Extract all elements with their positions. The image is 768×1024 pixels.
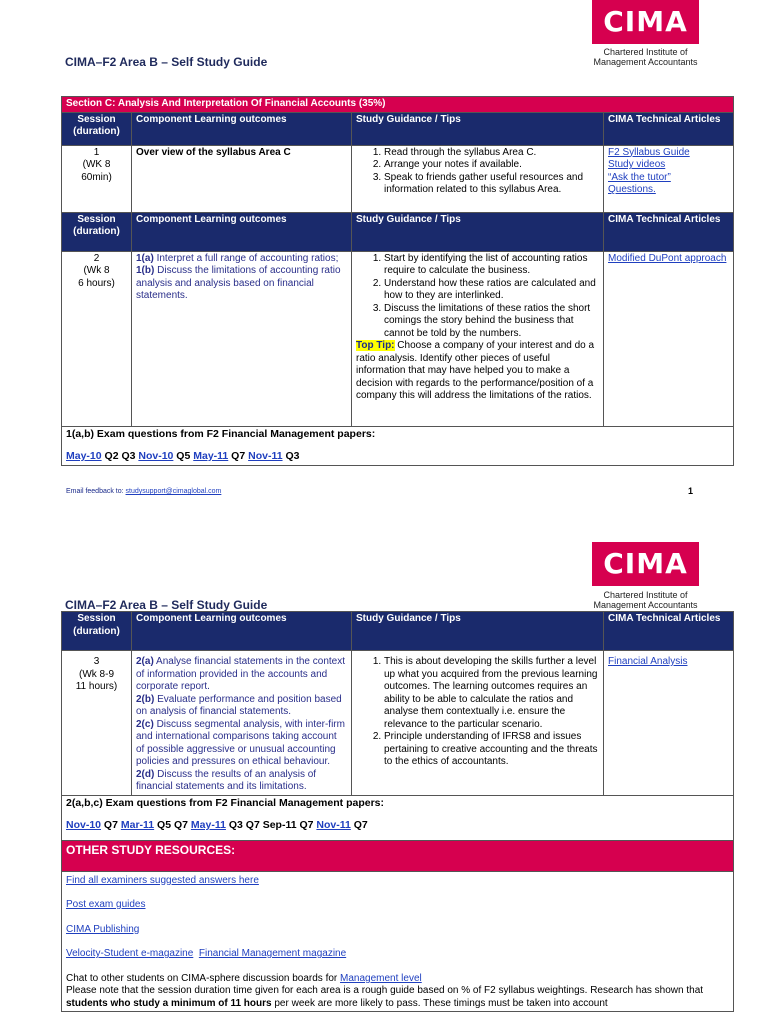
cima-logo-subtitle: Chartered Institute of Management Accountants [593, 47, 698, 67]
table-row [62, 145, 734, 212]
header-guidance: Study Guidance / Tips [352, 612, 604, 651]
link-post-exam-guides[interactable]: Post exam guides [66, 899, 146, 910]
page-1 [0, 0, 768, 505]
link-f2-syllabus-guide[interactable]: F2 Syllabus Guide [608, 146, 690, 158]
resources-row [62, 871, 734, 1012]
exam-row [62, 426, 734, 465]
link-questions[interactable]: Questions. [608, 184, 656, 195]
exam-link[interactable]: Nov-11 [316, 819, 351, 831]
link-velocity-magazine[interactable]: Velocity-Student e-magazine [66, 948, 194, 959]
exam-cell: 2(a,b,c) Exam questions from F2 Financial Management papers: Nov-10 Q7 Mar-11 Q5 Q7 May-11 Q3 Q7 Sep-11 Q7 Nov-11 Q7 [62, 795, 734, 840]
exam-link[interactable]: Mar-11 [120, 819, 155, 831]
table-header-row [62, 212, 734, 251]
session-cell: 1 (WK 8 60min) [62, 145, 132, 212]
table-row [62, 651, 734, 796]
guidance-cell: 1. This is about developing the skills further a level up what you acquired from the previous learning outcomes. The learning outcomes requires an ability to be able to calculate the ratios and analyse them contextually i.e. ensure the relevance to the particular scenario. 2. Principle understanding of IFRS8 and issues pertaining to creative accounting and the threats to the ethics of accountants. [352, 651, 604, 796]
outcome-cell: 1(a) Interpret a full range of accounting ratios; 1(b) Discuss the limitations of accounting ratio analysis and analysis based on financial statements. [132, 251, 352, 426]
link-financial-analysis[interactable]: Financial Analysis [608, 656, 688, 667]
exam-row [62, 795, 734, 840]
document-title: CIMA–F2 Area B – Self Study Guide [65, 598, 268, 612]
section-title: Section C: Analysis And Interpretation Of Financial Accounts (35%) [62, 97, 734, 113]
cima-logo-subtitle: Chartered Institute of Management Accountants [593, 590, 698, 610]
header-articles: CIMA Technical Articles [604, 112, 734, 145]
exam-link[interactable]: Nov-10 [138, 450, 174, 462]
cima-logo: CIMA [592, 542, 699, 586]
page-number: 1 [688, 486, 694, 496]
table-row [62, 251, 734, 426]
header-outcomes: Component Learning outcomes [132, 212, 352, 251]
outcome-cell: Over view of the syllabus Area C [132, 145, 352, 212]
link-cima-publishing[interactable]: CIMA Publishing [66, 923, 140, 935]
header-guidance: Study Guidance / Tips [352, 112, 604, 145]
articles-cell [604, 651, 734, 796]
session-cell: 3 (Wk 8-9 11 hours) [62, 651, 132, 796]
link-examiners-answers[interactable]: Find all examiners suggested answers here [66, 874, 259, 886]
section-header-row [62, 97, 734, 113]
exam-cell: 1(a,b) Exam questions from F2 Financial Management papers: May-10 Q2 Q3 Nov-10 Q5 May-11 Q7 Nov-11 Q3 [62, 426, 734, 465]
guidance-cell: 1. Start by identifying the list of accounting ratios require to calculate the business. 2. Understand how these ratios are calculated and how to they are interlinked. 3. Discuss the limitations of these ratios the short comings the story behind the business that cannot be told by the numbers. Top Tip: Choose a company of your interest and do a ratio analysis. Identify other pieces of useful information that may have helped you to make a decision with regards to the performance/position of a company this will address the limitations of the ratios. [352, 251, 604, 426]
outcome-cell: 2(a) Analyse financial statements in the context of information provided in the accounts and corporate report. 2(b) Evaluate performance and position based on analysis of financial statements. 2(c) Discuss segmental analysis, with inter-firm and international comparisons taking account of possible aggressive or unusual accounting policies and pressures on ethical behaviour. 2(d) Discuss the results of an analysis of financial statements and its limitations. [132, 651, 352, 796]
guidance-cell: 1. Read through the syllabus Area C. 2. Arrange your notes if available. 3. Speak to friends gather useful resources and information related to this syllabus Area. [352, 145, 604, 212]
exam-link[interactable]: May-10 [66, 450, 102, 462]
link-modified-dupont[interactable]: Modified DuPont approach [608, 252, 727, 264]
top-tip-label: Top Tip: [356, 340, 395, 351]
table-header-row [62, 112, 734, 145]
resources-cell: Find all examiners suggested answers here Post exam guides CIMA Publishing Velocity-Student e-magazine Financial Management magazine Chat to other students on CIMA-sphere discussion boards for Management level Please note that the session duration time given for each area is a rough guide based on % of F2 syllabus weightings. Research has shown that students who study a minimum of 11 hours per week are more likely to pass. These timings must be taken into account [62, 871, 734, 1012]
exam-link[interactable]: Nov-11 [248, 450, 283, 462]
header-session: Session (duration) [62, 212, 132, 251]
articles-cell [604, 145, 734, 212]
exam-link[interactable]: May-11 [193, 450, 229, 462]
articles-cell [604, 251, 734, 426]
exam-link[interactable]: May-11 [190, 819, 226, 831]
study-table-page-2 [61, 611, 734, 1012]
page-2 [0, 520, 768, 1024]
session-cell: 2 (Wk 8 6 hours) [62, 251, 132, 426]
document-title: CIMA–F2 Area B – Self Study Guide [65, 55, 268, 69]
header-outcomes: Component Learning outcomes [132, 112, 352, 145]
table-header-row [62, 612, 734, 651]
exam-link[interactable]: Nov-10 [66, 819, 102, 831]
header-articles: CIMA Technical Articles [604, 612, 734, 651]
resources-header-row [62, 840, 734, 871]
footer-feedback: Email feedback to: studysupport@cimaglobal.com [66, 488, 222, 495]
resources-title: OTHER STUDY RESOURCES: [62, 840, 734, 871]
link-management-level[interactable]: Management level [340, 972, 422, 984]
study-table-page-1 [61, 96, 734, 466]
link-study-videos[interactable]: Study videos [608, 159, 666, 170]
footer-email-link[interactable]: studysupport@cimaglobal.com [125, 488, 222, 495]
link-fm-magazine[interactable]: Financial Management magazine [198, 948, 347, 959]
link-ask-the-tutor[interactable]: “Ask the tutor” [608, 171, 671, 183]
cima-logo: CIMA [592, 0, 699, 44]
header-session: Session (duration) [62, 612, 132, 651]
header-guidance: Study Guidance / Tips [352, 212, 604, 251]
header-session: Session (duration) [62, 112, 132, 145]
header-articles: CIMA Technical Articles [604, 212, 734, 251]
header-outcomes: Component Learning outcomes [132, 612, 352, 651]
